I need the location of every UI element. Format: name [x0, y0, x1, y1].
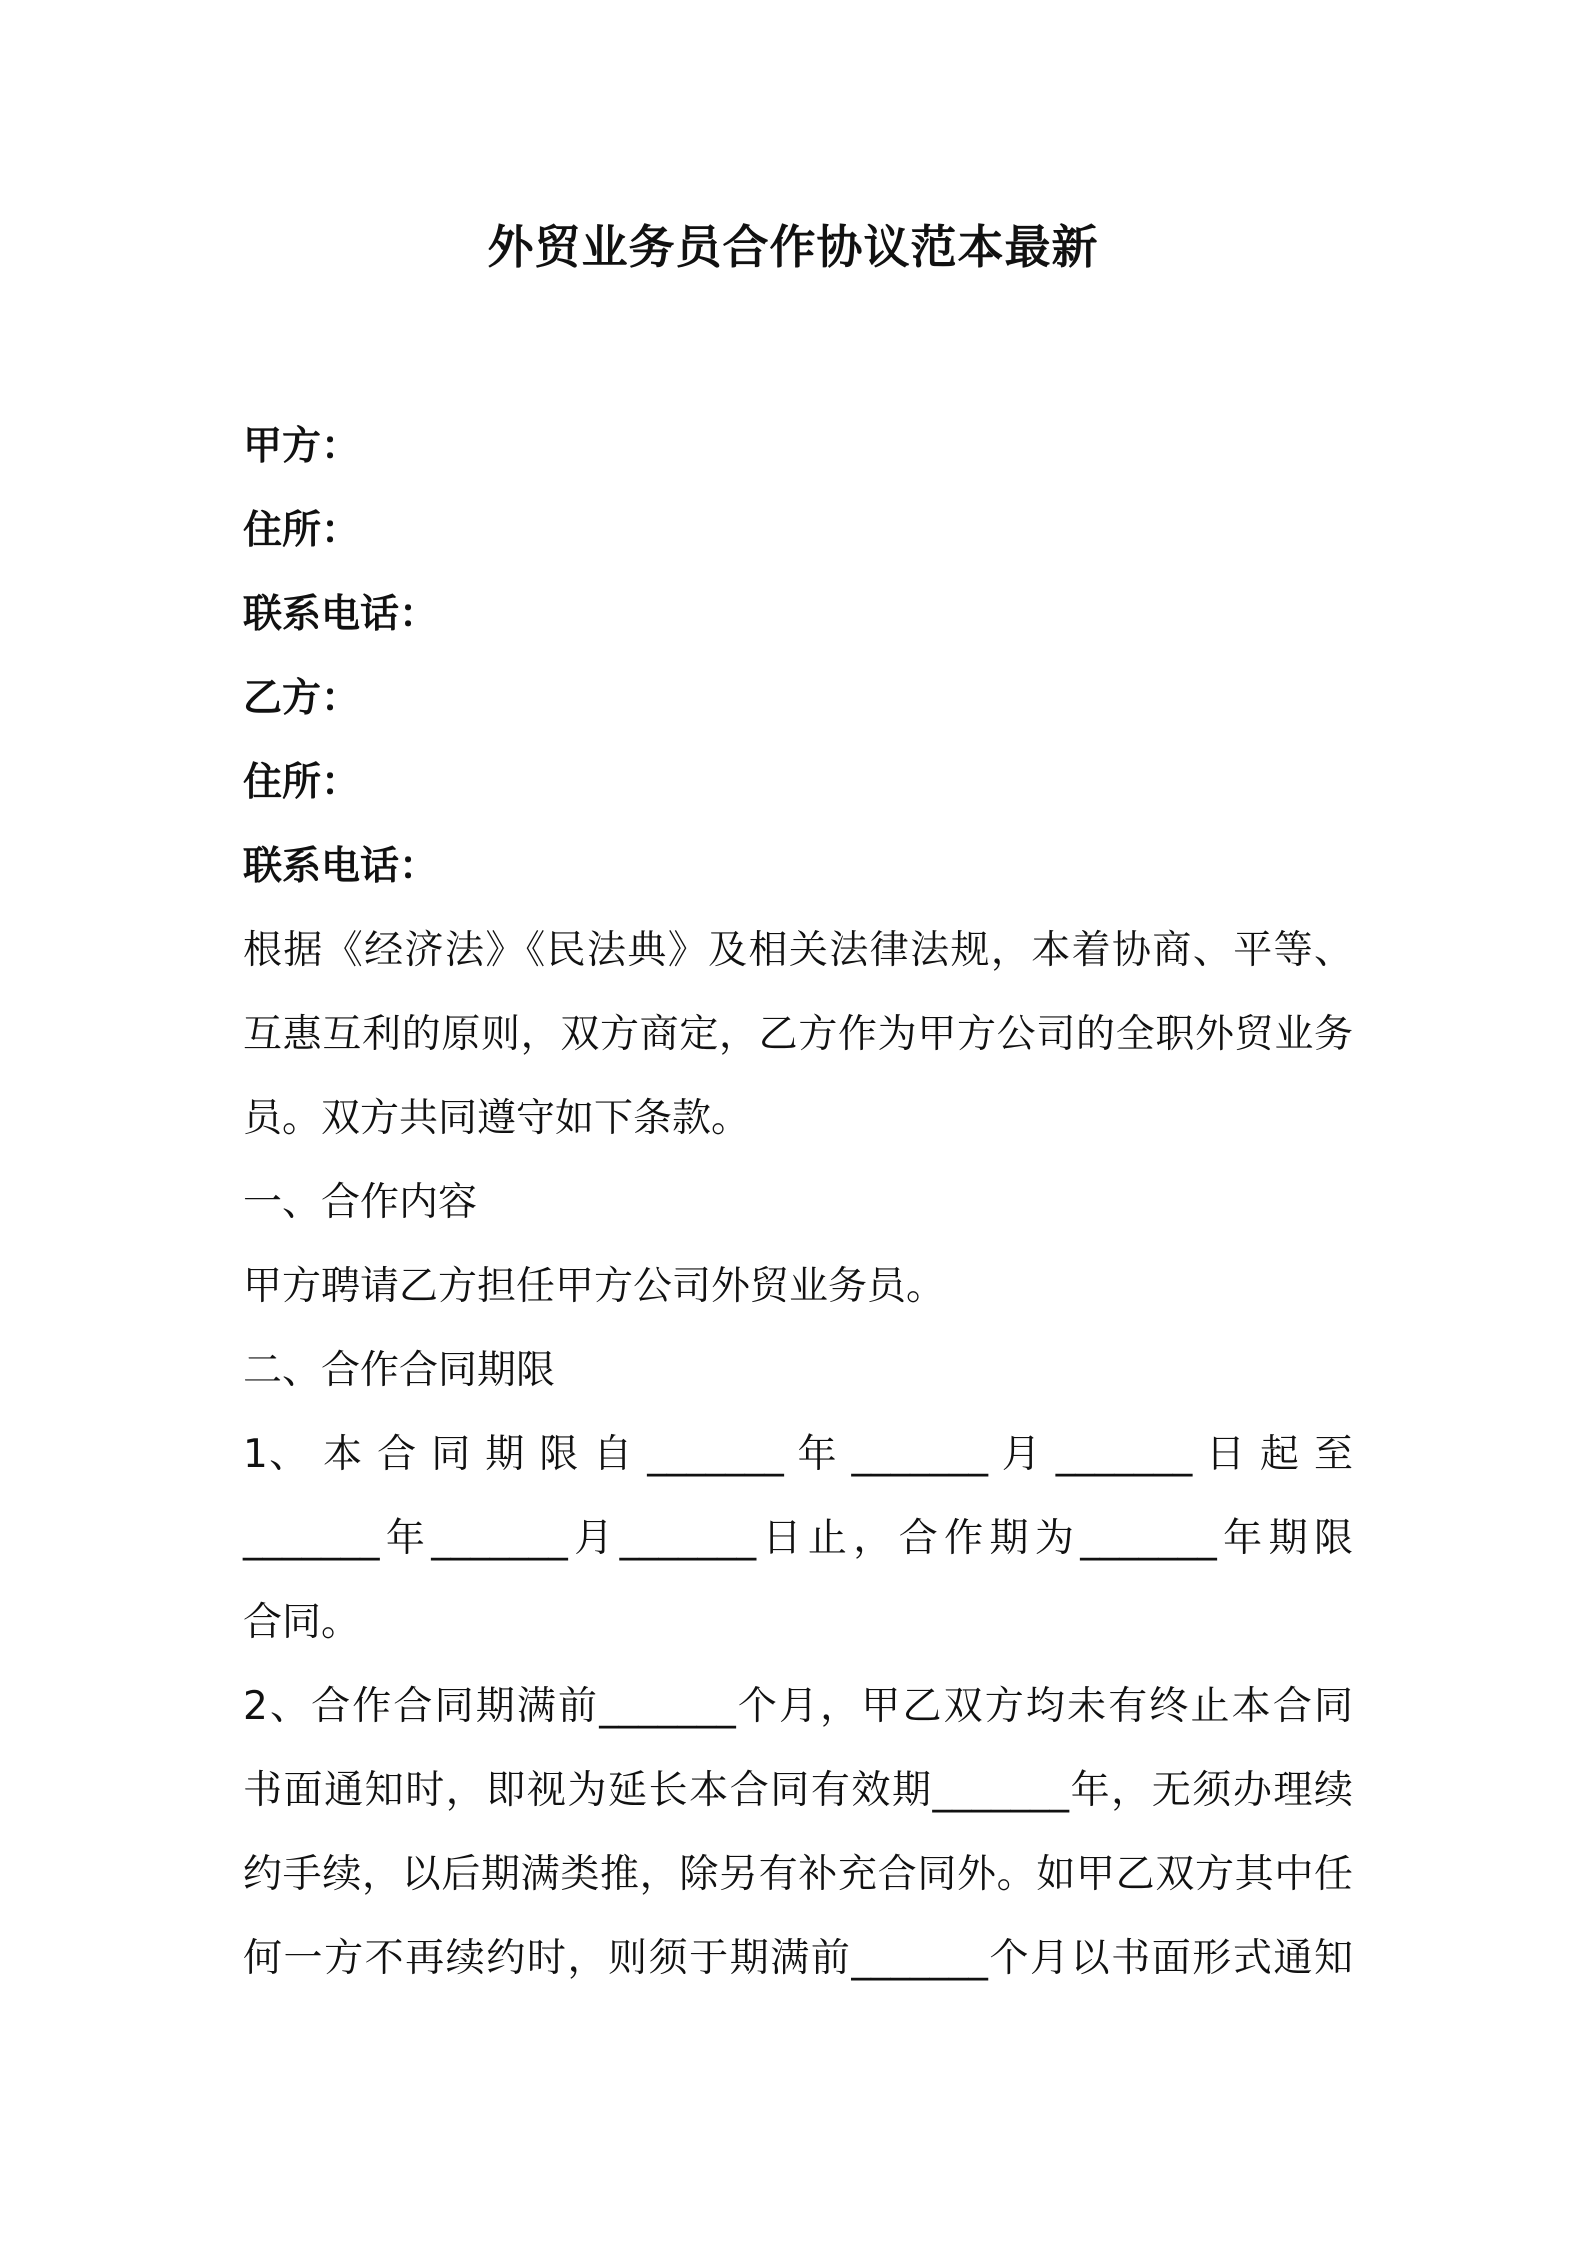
party-a-phone-label: 联系电话：: [243, 592, 439, 637]
party-a-label: 甲方：: [243, 424, 361, 469]
party-b-phone-label: 联系电话：: [243, 844, 439, 889]
section-1-heading: 一、合作内容: [243, 1180, 478, 1225]
clause-2-1-line-1: 1、 本 合 同 期 限 自 _______ 年 _______ 月 _______ 日 起 至: [243, 1432, 1353, 1477]
intro-line-1: 根据《经济法》《民法典》及相关法律法规，本着协商、平等、: [243, 928, 1353, 973]
intro-line-3: 员。双方共同遵守如下条款。: [243, 1096, 751, 1141]
clause-2-2-line-3: 约手续，以后期满类推，除另有补充合同外。如甲乙双方其中任: [243, 1852, 1353, 1897]
document-body: [243, 405, 1353, 2001]
section-2-heading: 二、合作合同期限: [243, 1348, 556, 1393]
party-a-address-label: 住所：: [243, 508, 361, 553]
party-b-address-label: 住所：: [243, 760, 361, 805]
clause-2-2-line-2: 书面通知时，即视为延长本合同有效期_______年，无须办理续: [243, 1768, 1353, 1813]
section-1-text: 甲方聘请乙方担任甲方公司外贸业务员。: [243, 1264, 946, 1309]
clause-2-2-line-1: 2、合作合同期满前_______个月，甲乙双方均未有终止本合同: [243, 1684, 1353, 1729]
clause-2-2-line-4: 何一方不再续约时，则须于期满前_______个月以书面形式通知: [243, 1936, 1353, 1981]
clause-2-1-line-2: _______年_______月_______日止，合作期为_______年期限: [243, 1516, 1353, 1561]
intro-line-2: 互惠互利的原则，双方商定，乙方作为甲方公司的全职外贸业务: [243, 1012, 1353, 1057]
party-b-label: 乙方：: [243, 676, 361, 721]
clause-2-1-line-3: 合同。: [243, 1600, 361, 1645]
document-title: 外贸业务员合作协议范本最新: [487, 220, 1099, 274]
